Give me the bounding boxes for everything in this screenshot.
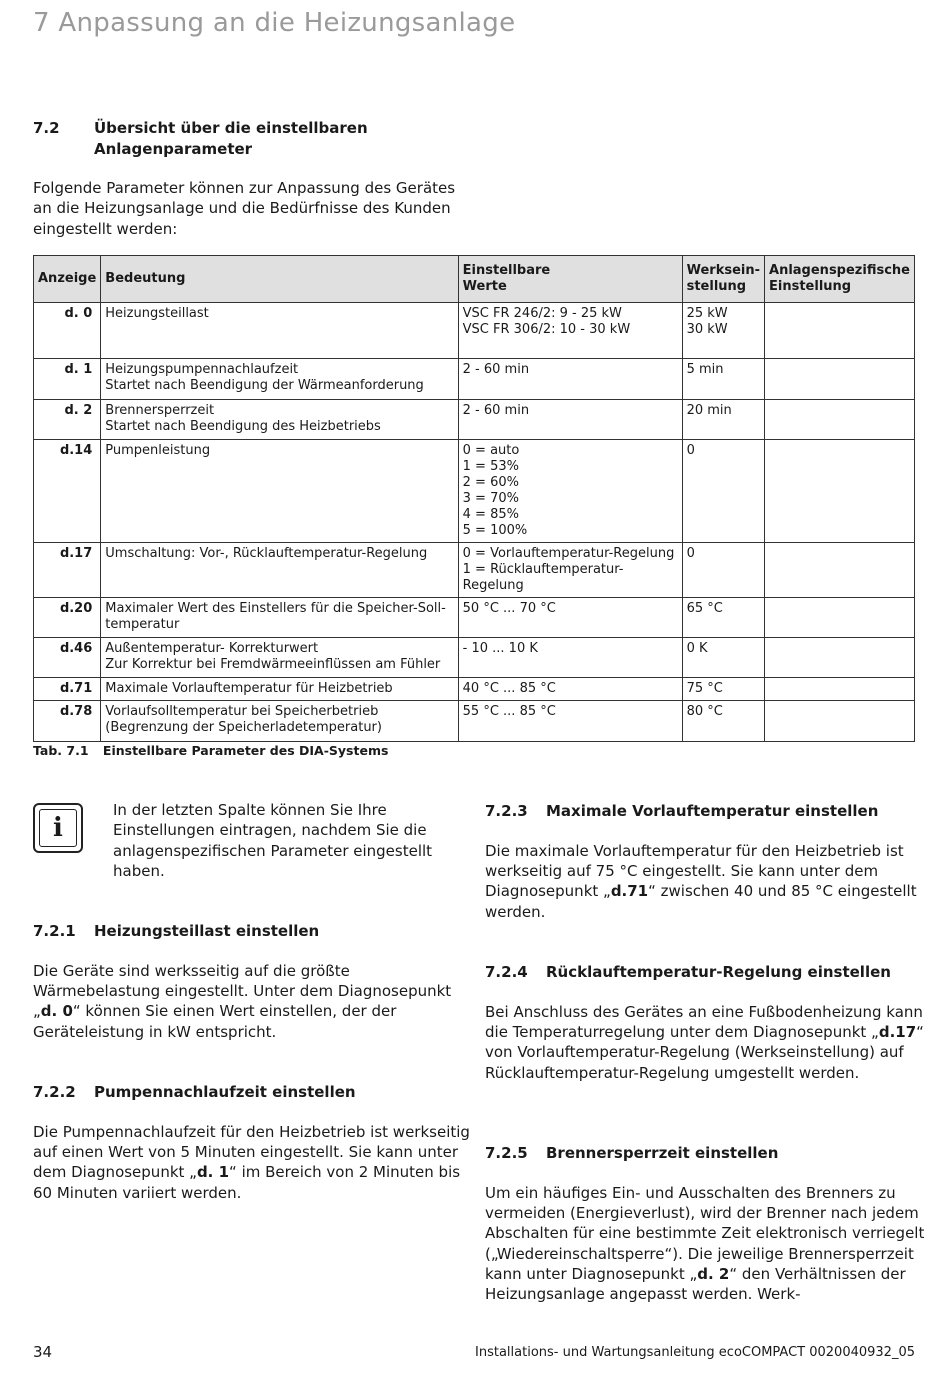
row-meaning: Heizungsteillast [101, 303, 458, 359]
subsection-body [485, 1002, 925, 1083]
diagnose-code: d. 0 [40, 1002, 73, 1021]
table-row [34, 303, 915, 359]
table-row [34, 678, 915, 701]
row-values: 2 - 60 min [458, 400, 682, 440]
subsection-heading [485, 962, 925, 982]
subsection-number: 7.2.4 [485, 963, 528, 981]
header-werkseinstellung: Werksein- stellung [682, 256, 764, 303]
subsection-heading [485, 1143, 925, 1163]
subsection-7-2-1 [33, 921, 473, 1042]
row-meaning: Pumpenleistung [101, 440, 458, 543]
page-number: 34 [33, 1343, 53, 1361]
caption-text: Einstellbare Parameter des DIA-Systems [102, 743, 389, 758]
row-factory: 80 °C [682, 701, 764, 742]
subsection-7-2-4 [485, 962, 925, 1083]
row-custom [765, 543, 915, 598]
row-factory: 5 min [682, 359, 764, 400]
section-intro: Folgende Parameter können zur Anpassung des Gerätes an die Heizungsanlage und die Bedürfnisse des Kunden eingestellt werden: [33, 179, 456, 238]
row-values: 2 - 60 min [458, 359, 682, 400]
body-text: Die Geräte sind werksseitig auf die größte Wärmebelastung eingestellt. Unter dem Diagnosepunkt „ [33, 962, 452, 1021]
row-factory: 0 K [682, 638, 764, 678]
body-text: Die maximale Vorlauftemperatur für den Heizbetrieb ist werkseitig auf 75 °C eingestellt. Sie kann unter dem Diagnosepunkt „ [485, 842, 904, 901]
row-code: d.14 [34, 440, 101, 543]
table-caption [33, 743, 388, 758]
subsection-title: Heizungsteillast einstellen [94, 922, 320, 940]
header-werte: Einstellbare Werte [458, 256, 682, 303]
info-icon [33, 803, 83, 853]
row-values: 0 = auto 1 = 53% 2 = 60% 3 = 70% 4 = 85% 5 = 100% [458, 440, 682, 543]
row-factory: 0 [682, 440, 764, 543]
subsection-body [33, 961, 473, 1042]
row-values: 40 °C ... 85 °C [458, 678, 682, 701]
diagnose-code: d. 1 [196, 1163, 230, 1182]
chapter-title: 7 Anpassung an die Heizungsanlage [33, 8, 516, 38]
row-code: d.17 [34, 543, 101, 598]
row-values: VSC FR 246/2: 9 - 25 kW VSC FR 306/2: 10 - 30 kW [458, 303, 682, 359]
parameter-table [33, 255, 915, 742]
body-text: “ von Vorlauftemperatur-Regelung (Werkseinstellung) auf Rücklauftemperatur-Regelung umgestellt werden. [485, 1023, 924, 1082]
row-values: 0 = Vorlauftemperatur-Regelung 1 = Rücklauftemperatur-Regelung [458, 543, 682, 598]
row-custom [765, 701, 915, 742]
body-text: “ können Sie einen Wert einstellen, der der Geräteleistung in kW entspricht. [33, 1002, 397, 1041]
diagnose-code: d.17 [878, 1023, 917, 1042]
section-title: Übersicht über die einstellbaren Anlagenparameter [94, 119, 368, 158]
row-factory: 75 °C [682, 678, 764, 701]
subsection-body [485, 841, 925, 922]
row-factory: 0 [682, 543, 764, 598]
subsection-number: 7.2.1 [33, 922, 76, 940]
body-text: Um ein häufiges Ein- und Ausschalten des Brenners zu vermeiden (Energieverlust), wird der Brenner nach jedem Abschalten für eine bestimmte Zeit elektronisch verriegelt („Wiedereinschaltsperre“). Die jeweilige Brennersperrzeit kann unter Diagnosepunkt „ [485, 1184, 925, 1283]
subsection-number: 7.2.5 [485, 1144, 528, 1162]
row-code: d. 2 [34, 400, 101, 440]
subsection-7-2-3 [485, 801, 925, 922]
subsection-title: Pumpennachlaufzeit einstellen [94, 1083, 356, 1101]
table-row [34, 359, 915, 400]
row-code: d.46 [34, 638, 101, 678]
header-anlagenspezifisch: Anlagenspezifische Einstellung [765, 256, 915, 303]
body-text: “ im Bereich von 2 Minuten bis 60 Minuten variiert werden. [33, 1163, 461, 1202]
table-row [34, 440, 915, 543]
section-number: 7.2 [33, 119, 60, 137]
subsection-body [33, 1122, 473, 1203]
body-text: Bei Anschluss des Gerätes an eine Fußbodenheizung kann die Temperaturregelung unter dem Diagnosepunkt „ [485, 1003, 923, 1042]
header-bedeutung: Bedeutung [101, 256, 458, 303]
body-text: Die Pumpennachlaufzeit für den Heizbetrieb ist werkseitig auf einen Wert von 5 Minuten eingestellt. Sie kann unter dem Diagnosepunkt „ [33, 1123, 470, 1182]
row-factory: 20 min [682, 400, 764, 440]
subsection-number: 7.2.3 [485, 802, 528, 820]
row-code: d.71 [34, 678, 101, 701]
table-row [34, 598, 915, 638]
row-meaning: Heizungspumpennachlaufzeit Startet nach Beendigung der Wärmeanforderung [101, 359, 458, 400]
subsection-7-2-5 [485, 1143, 925, 1304]
subsection-heading [485, 801, 925, 821]
row-code: d.78 [34, 701, 101, 742]
diagnose-code: d.71 [610, 882, 649, 901]
row-factory: 65 °C [682, 598, 764, 638]
subsection-body [485, 1183, 925, 1304]
info-icon-glyph: i [39, 809, 77, 847]
subsection-heading [33, 1082, 473, 1102]
row-values: 50 °C ... 70 °C [458, 598, 682, 638]
table-row [34, 701, 915, 742]
header-anzeige: Anzeige [34, 256, 101, 303]
subsection-title: Brennersperrzeit einstellen [546, 1144, 779, 1162]
row-custom [765, 638, 915, 678]
table-row [34, 638, 915, 678]
row-custom [765, 440, 915, 543]
document-title: Installations- und Wartungsanleitung ecoCOMPACT 0020040932_05 [475, 1345, 915, 1360]
row-custom [765, 678, 915, 701]
row-custom [765, 400, 915, 440]
subsection-7-2-2 [33, 1082, 473, 1203]
row-code: d.20 [34, 598, 101, 638]
row-values: - 10 ... 10 K [458, 638, 682, 678]
row-factory: 25 kW 30 kW [682, 303, 764, 359]
row-code: d. 1 [34, 359, 101, 400]
row-meaning: Brennersperrzeit Startet nach Beendigung des Heizbetriebs [101, 400, 458, 440]
subsection-title: Maximale Vorlauftemperatur einstellen [546, 802, 879, 820]
row-values: 55 °C ... 85 °C [458, 701, 682, 742]
subsection-heading [33, 921, 473, 941]
table-row [34, 543, 915, 598]
info-note-text: In der letzten Spalte können Sie Ihre Einstellungen eintragen, nachdem Sie die anlagenspezifischen Parameter eingestellt haben. [113, 801, 433, 881]
diagnose-code: d. 2 [697, 1264, 730, 1283]
row-meaning: Vorlaufsolltemperatur bei Speicherbetrieb (Begrenzung der Speicherladetemperatur) [101, 701, 458, 742]
body-text: “ zwischen 40 und 85 °C eingestellt werden. [485, 882, 917, 921]
table-row [34, 400, 915, 440]
row-custom [765, 303, 915, 359]
subsection-number: 7.2.2 [33, 1083, 76, 1101]
row-meaning: Maximale Vorlauftemperatur für Heizbetrieb [101, 678, 458, 701]
row-meaning: Außentemperatur- Korrekturwert Zur Korrektur bei Fremdwärmeeinflüssen am Fühler [101, 638, 458, 678]
row-meaning: Maximaler Wert des Einstellers für die Speicher-Soll- temperatur [101, 598, 458, 638]
row-custom [765, 598, 915, 638]
body-text: “ den Verhältnissen der Heizungsanlage angepasst werden. Werk- [485, 1264, 906, 1304]
caption-label: Tab. 7.1 [33, 743, 89, 758]
table-header-row [34, 256, 915, 303]
row-code: d. 0 [34, 303, 101, 359]
section-heading [33, 118, 473, 160]
subsection-title: Rücklauftemperatur-Regelung einstellen [546, 963, 891, 981]
row-meaning: Umschaltung: Vor-, Rücklauftemperatur-Regelung [101, 543, 458, 598]
row-custom [765, 359, 915, 400]
